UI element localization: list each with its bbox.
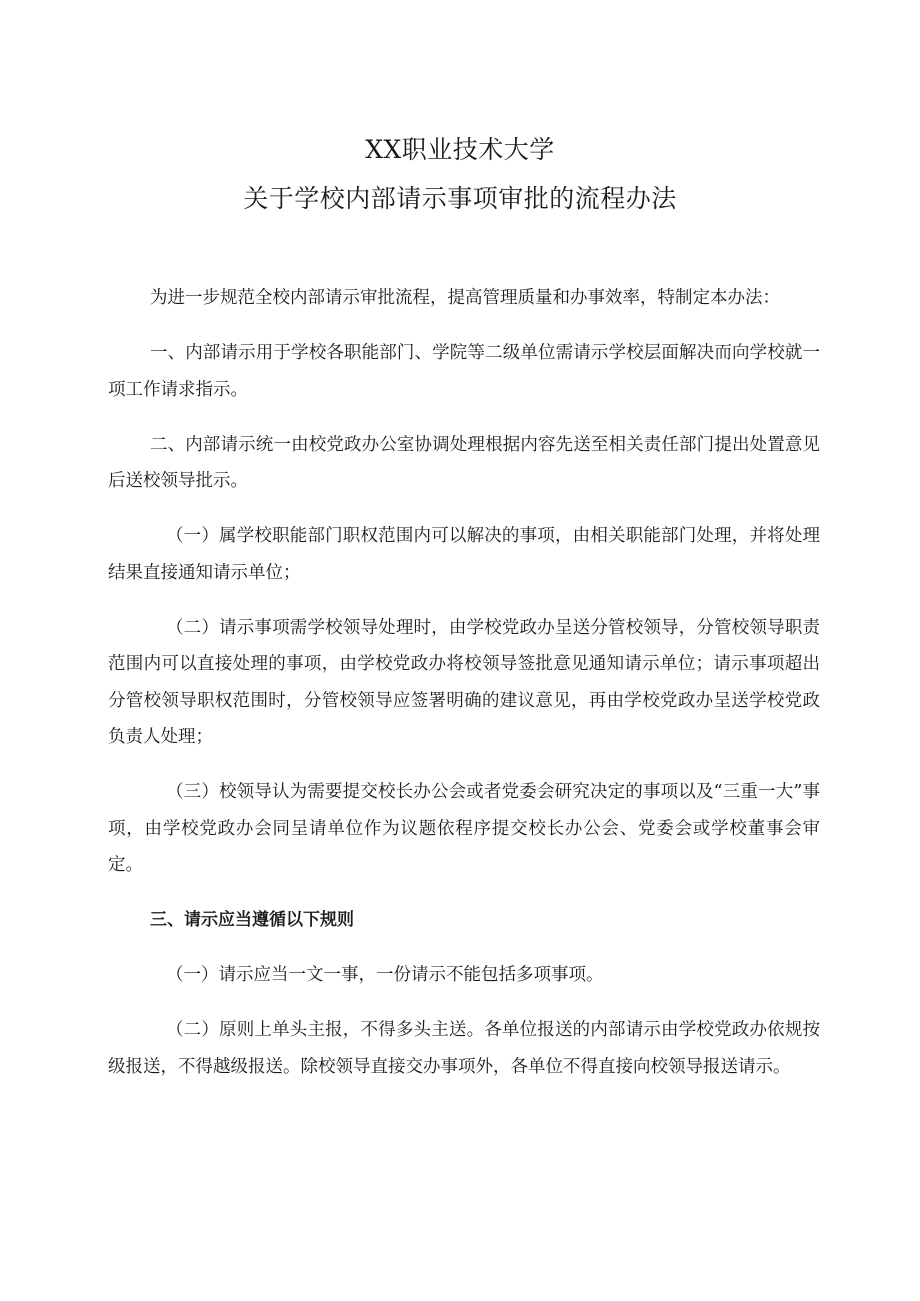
intro-paragraph: 为进一步规范全校内部请示审批流程，提高管理质量和办事效率，特制定本办法： (150, 288, 780, 308)
document-title-subject: 关于学校内部请示事项审批的流程办法 (243, 184, 677, 213)
section-3-heading: 三、请示应当遵循以下规则 (150, 910, 354, 930)
section-2-item-1: （一）属学校职能部门职权范围内可以解决的事项，由相关职能部门处理，并将处理结果直接通知请示单位； (108, 526, 820, 583)
section-3-item-1: （一）请示应当一文一事，一份请示不能包括多项事项。 (166, 965, 604, 985)
section-1-paragraph: 一、内部请示用于学校各职能部门、学院等二级单位需请示学校层面解决而向学校就一项工作请求指示。 (108, 343, 820, 400)
section-2-item-3: （三）校领导认为需要提交校长办公会或者党委会研究决定的事项以及“三重一大”事项，由学校党政办会同呈请单位作为议题依程序提交校长办公会、党委会或学校董事会审定。 (108, 782, 820, 875)
document-body (108, 280, 820, 1104)
section-3-item-2: （二）原则上单头主报，不得多头主送。各单位报送的内部请示由学校党政办依规按级报送，不得越级报送。除校领导直接交办事项外，各单位不得直接向校领导报送请示。 (108, 1020, 820, 1077)
section-2-paragraph: 二、内部请示统一由校党政办公室协调处理根据内容先送至相关责任部门提出处置意见后送校领导批示。 (108, 434, 820, 491)
section-2-item-2: （二）请示事项需学校领导处理时，由学校党政办呈送分管校领导，分管校领导职责范围内可以直接处理的事项，由学校党政办将校领导签批意见通知请示单位；请示事项超出分管校领导职权范围时，分管校领导应签署明确的建议意见，再由学校党政办呈送学校党政负责人处理； (108, 617, 820, 747)
document-title-school: XX职业技术大学 (365, 135, 555, 164)
